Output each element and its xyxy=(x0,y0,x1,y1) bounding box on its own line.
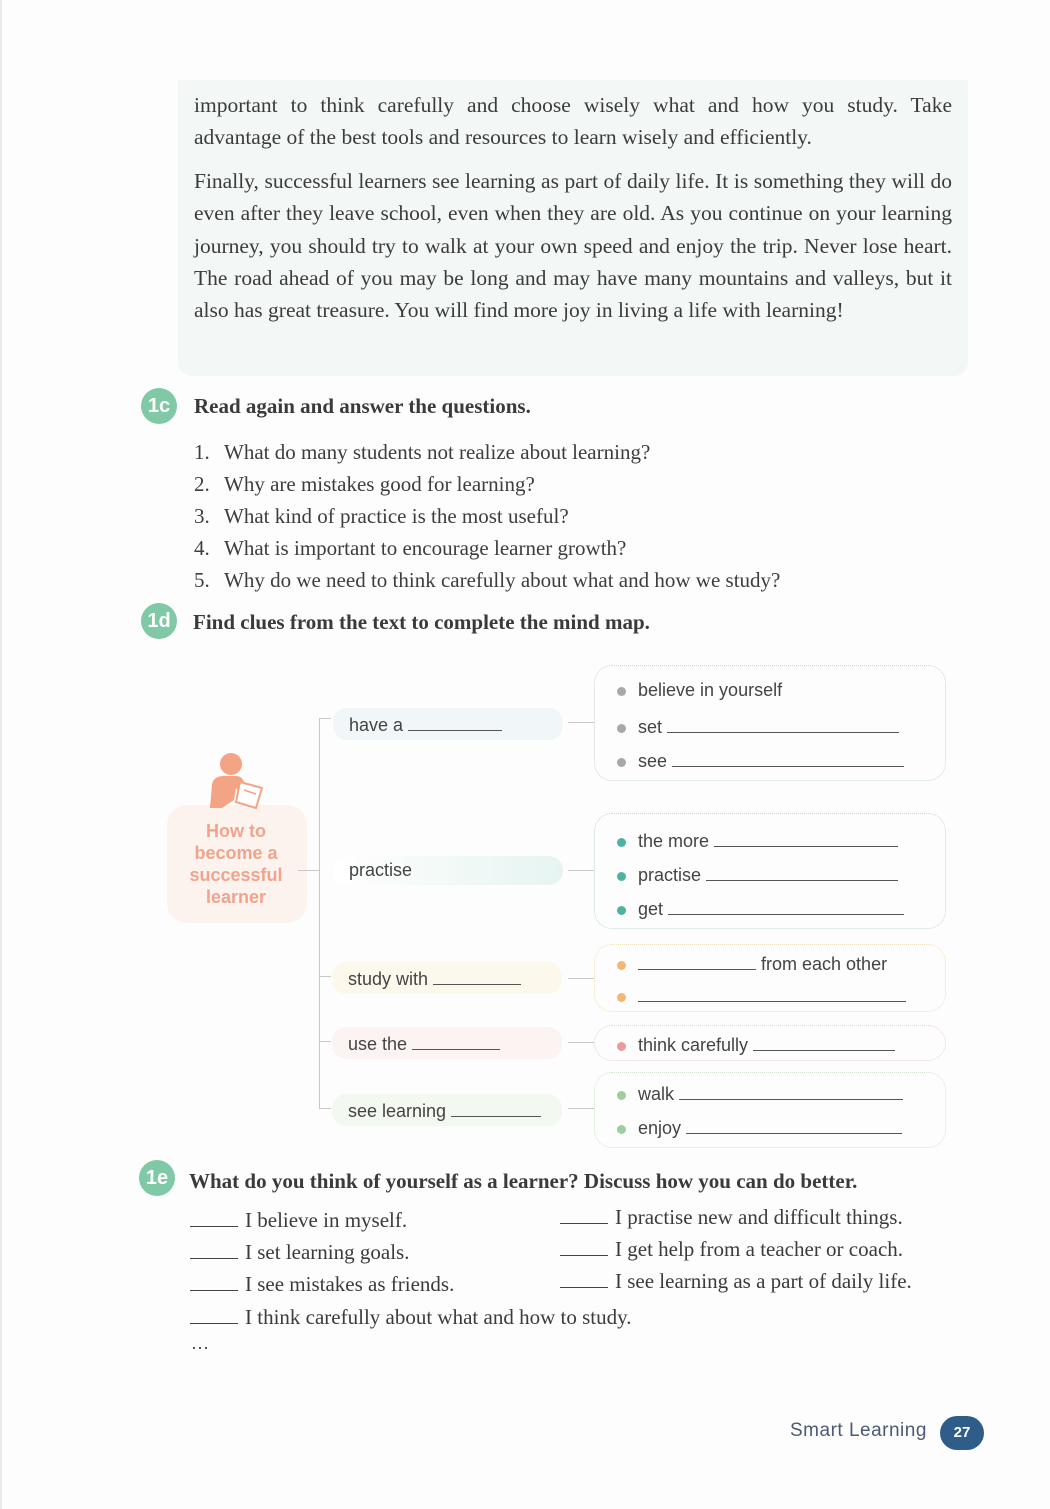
mind-map-box-have xyxy=(594,665,946,781)
box-row: the more xyxy=(617,828,898,852)
answer-blank[interactable] xyxy=(672,748,904,767)
mind-map-box-use-the xyxy=(594,1025,946,1061)
question-item: 5. Why do we need to think carefully about what and how we study? xyxy=(194,568,781,592)
answer-blank[interactable] xyxy=(408,712,502,731)
self-eval-item: I see mistakes as friends. xyxy=(190,1272,454,1297)
mind-map-box-practise xyxy=(594,813,946,929)
bullet-icon xyxy=(617,993,626,1002)
answer-blank[interactable] xyxy=(686,1115,902,1134)
self-eval-item: I think carefully about what and how to study. xyxy=(190,1305,631,1330)
connector-line xyxy=(568,1042,594,1043)
trunk-line xyxy=(319,718,320,1108)
bullet-icon xyxy=(617,687,626,696)
box-row: think carefully xyxy=(617,1032,895,1056)
answer-blank[interactable] xyxy=(560,1273,608,1288)
answer-blank[interactable] xyxy=(190,1244,238,1259)
answer-blank[interactable] xyxy=(560,1241,608,1256)
bullet-icon xyxy=(617,906,626,915)
self-eval-item: I get help from a teacher or coach. xyxy=(560,1237,903,1262)
instruction-1d: Find clues from the text to complete the mind map. xyxy=(193,610,650,634)
bullet-icon xyxy=(617,961,626,970)
bullet-icon xyxy=(617,724,626,733)
self-eval-item: I see learning as a part of daily life. xyxy=(560,1269,912,1294)
instruction-1e: What do you think of yourself as a learner? Discuss how you can do better. xyxy=(189,1169,858,1193)
connector-line xyxy=(298,870,320,871)
section-badge-1c: 1c xyxy=(141,388,177,424)
box-row: believe in yourself xyxy=(617,680,782,701)
section-badge-1e: 1e xyxy=(139,1160,175,1196)
answer-blank[interactable] xyxy=(433,966,521,985)
answer-blank[interactable] xyxy=(668,896,904,915)
answer-blank[interactable] xyxy=(451,1098,541,1117)
box-row: from each other xyxy=(617,951,887,975)
answer-blank[interactable] xyxy=(190,1212,238,1227)
answer-blank[interactable] xyxy=(667,714,899,733)
answer-blank[interactable] xyxy=(560,1209,608,1224)
bullet-icon xyxy=(617,1091,626,1100)
box-row: set xyxy=(617,714,899,738)
connector-line xyxy=(319,1041,331,1042)
instruction-1c: Read again and answer the questions. xyxy=(194,394,531,418)
passage-paragraph-1: important to think carefully and choose wisely what and how you study. Take advantage of the best tools and resources to learn wisely and efficiently. xyxy=(194,93,952,150)
bullet-icon xyxy=(617,1125,626,1134)
answer-blank[interactable] xyxy=(679,1081,903,1100)
box-row: practise xyxy=(617,862,898,886)
self-eval-item: I practise new and difficult things. xyxy=(560,1205,903,1230)
bullet-icon xyxy=(617,872,626,881)
answer-blank[interactable] xyxy=(638,983,906,1002)
passage-paragraph-2: Finally, successful learners see learning as part of daily life. It is something they will do even after they leave school, even when they are old. As you continue on your learning journey, you should try to walk at your own speed and enjoy the trip. Never lose heart. The road ahead of you may be long and may have many mountains and valleys, but it also has great treasure. You will find more joy in living a life with learning! xyxy=(194,169,952,323)
connector-line xyxy=(319,718,331,719)
question-item: 3. What kind of practice is the most useful? xyxy=(194,504,569,528)
box-row: enjoy xyxy=(617,1115,902,1139)
answer-blank[interactable] xyxy=(190,1309,238,1324)
branch-use-the: use the xyxy=(332,1027,562,1059)
section-badge-1d: 1d xyxy=(141,603,177,639)
self-eval-item: I set learning goals. xyxy=(190,1240,409,1265)
question-item: 4. What is important to encourage learner growth? xyxy=(194,536,627,560)
box-row: see xyxy=(617,748,904,772)
footer-title: Smart Learning xyxy=(790,1420,927,1441)
ellipsis-more: … xyxy=(191,1333,209,1353)
question-list xyxy=(194,436,780,596)
box-row xyxy=(617,983,906,1007)
box-row: walk xyxy=(617,1081,903,1105)
branch-practise: practise xyxy=(333,856,563,885)
connector-line xyxy=(568,722,594,723)
answer-blank[interactable] xyxy=(412,1031,500,1050)
box-row: get xyxy=(617,896,904,920)
branch-study-with: study with xyxy=(332,962,562,994)
bullet-icon xyxy=(617,1042,626,1051)
question-item: 2. Why are mistakes good for learning? xyxy=(194,472,535,496)
connector-line xyxy=(568,1108,594,1109)
mind-map-box-see-learning xyxy=(594,1072,946,1148)
answer-blank[interactable] xyxy=(714,828,898,847)
connector-line xyxy=(568,870,594,871)
connector-line xyxy=(319,1108,331,1109)
bullet-icon xyxy=(617,758,626,767)
page-number: 27 xyxy=(940,1416,984,1450)
mind-map-center-label: How to become a successful learner xyxy=(189,821,283,907)
mind-map-box-study-with xyxy=(594,944,946,1012)
bullet-icon xyxy=(617,838,626,847)
answer-blank[interactable] xyxy=(638,951,756,970)
answer-blank[interactable] xyxy=(706,862,898,881)
learner-reading-icon xyxy=(200,750,270,812)
connector-line xyxy=(319,976,331,977)
connector-line xyxy=(568,978,594,979)
answer-blank[interactable] xyxy=(190,1276,238,1291)
branch-have-a: have a xyxy=(333,708,563,740)
self-eval-item: I believe in myself. xyxy=(190,1208,407,1233)
question-item: 1. What do many students not realize about learning? xyxy=(194,440,651,464)
branch-see-learning: see learning xyxy=(332,1094,562,1126)
answer-blank[interactable] xyxy=(753,1032,895,1051)
